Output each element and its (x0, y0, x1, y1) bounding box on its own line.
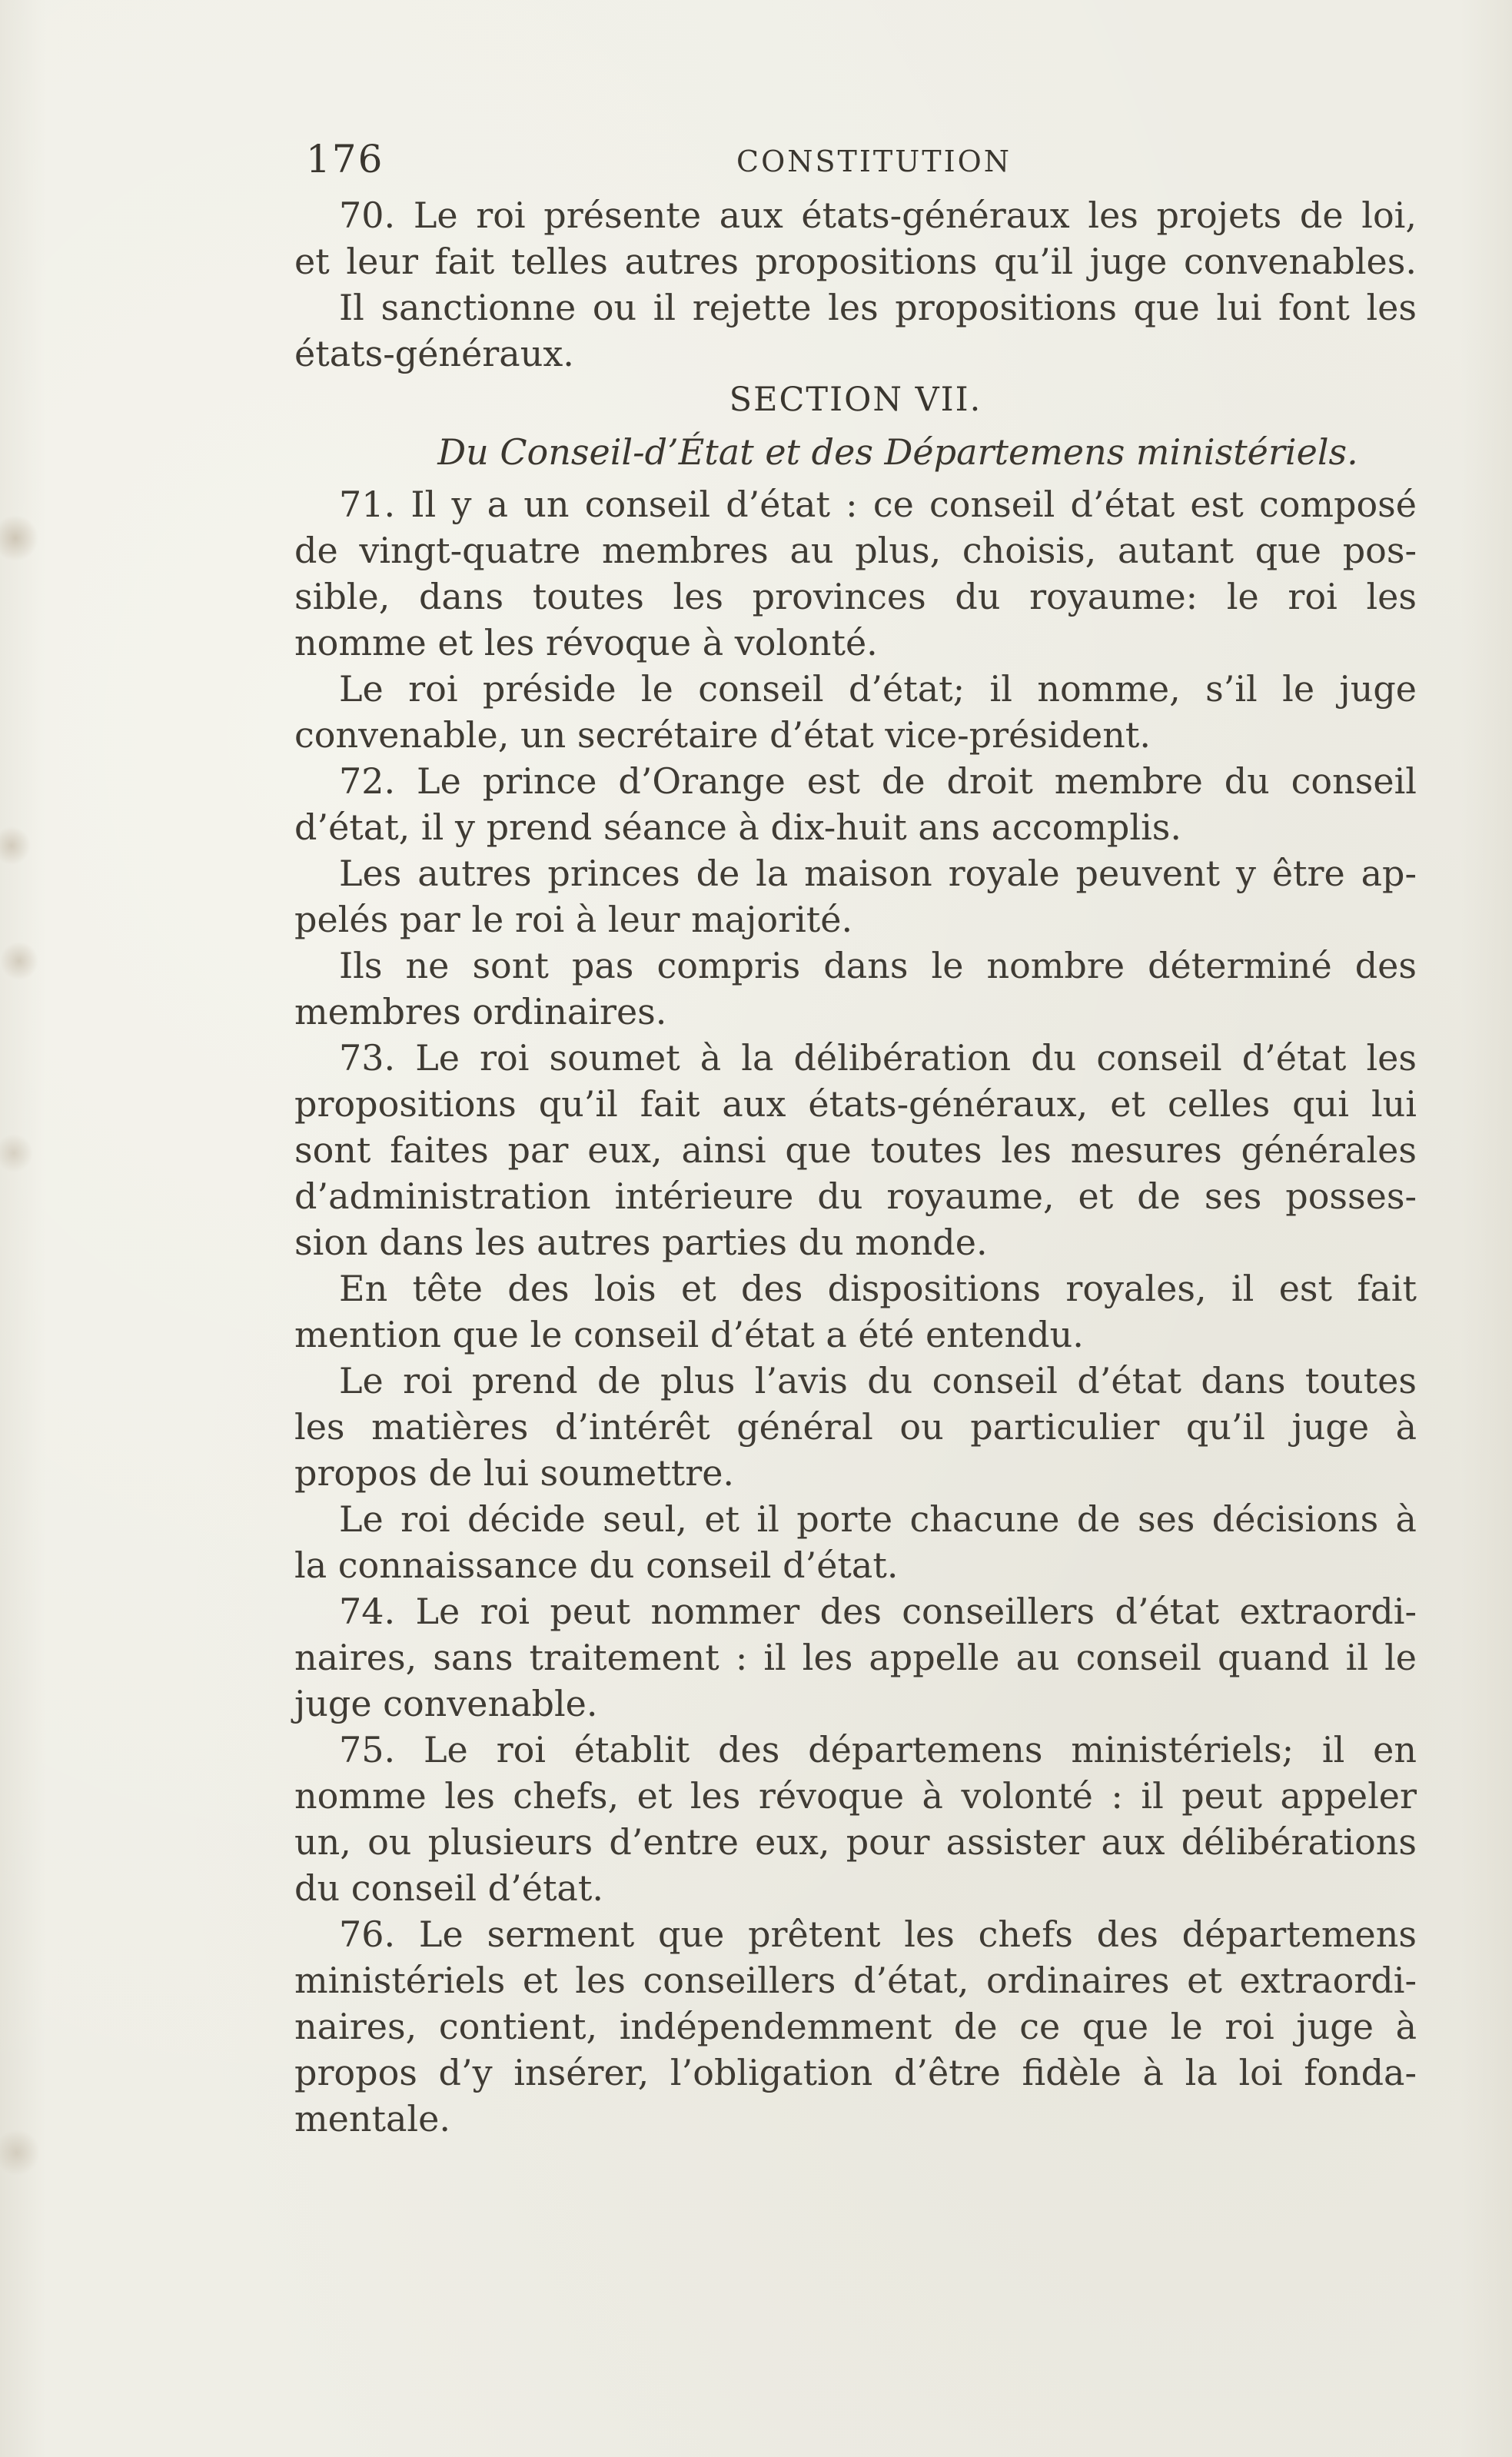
text-line: convenable, un secrétaire d’état vice-président. (294, 714, 1151, 756)
text-line: un, ou plusieurs d’entre eux, pour assister aux délibérations (294, 1821, 1417, 1863)
text-line-art72: 72. Le prince d’Orange est de droit membre du conseil (339, 760, 1417, 802)
text-line: naires, contient, indépendemment de ce que le roi juge à (294, 2006, 1417, 2047)
text-line: d’administration intérieure du royaume, et de ses posses- (294, 1175, 1417, 1217)
text-line: ministériels et les conseillers d’état, ordinaires et extraordi- (294, 1960, 1417, 2001)
text-line: membres ordinaires. (294, 991, 667, 1032)
page-header (306, 137, 1413, 191)
text-line: propos d’y insérer, l’obligation d’être fidèle à la loi fonda- (294, 2052, 1417, 2093)
text-line-art70-1: 70. Le roi présente aux états-généraux les projets de loi, (339, 194, 1417, 236)
text-line: du conseil d’état. (294, 1867, 603, 1909)
text-line: En tête des lois et des dispositions royales, il est fait (339, 1268, 1417, 1309)
text-line: la connaissance du conseil d’état. (294, 1544, 899, 1586)
text-line: Ils ne sont pas compris dans le nombre déterminé des (339, 945, 1417, 986)
text-line: sont faites par eux, ainsi que toutes les mesures générales (294, 1129, 1417, 1171)
text-line: propositions qu’il fait aux états-généraux, et celles qui lui (294, 1083, 1417, 1125)
text-line: Le roi décide seul, et il porte chacune de ses décisions à (339, 1498, 1417, 1540)
text-line: Le roi préside le conseil d’état; il nomme, s’il le juge (339, 668, 1417, 710)
text-line: états-généraux. (294, 333, 574, 374)
text-line: Il sanctionne ou il rejette les propositions que lui font les (339, 287, 1417, 328)
text-line: Le roi prend de plus l’avis du conseil d’état dans toutes (339, 1360, 1417, 1401)
text-line: pelés par le roi à leur majorité. (294, 899, 853, 940)
text-line: naires, sans traitement : il les appelle au conseil quand il le (294, 1637, 1417, 1678)
text-line: mentale. (294, 2098, 450, 2139)
text-line-art71: 71. Il y a un conseil d’état : ce conseil d’état est composé (339, 484, 1417, 525)
text-line: d’état, il y prend séance à dix-huit ans accomplis. (294, 806, 1182, 848)
text-line-art73: 73. Le roi soumet à la délibération du conseil d’état les (339, 1037, 1417, 1079)
text-line: et leur fait telles autres propositions qu’il juge convenables. (294, 241, 1417, 282)
text-line: nomme les chefs, et les révoque à volonté : il peut appeler (294, 1775, 1417, 1817)
paper-edge-stains (0, 0, 46, 2457)
body-text (294, 192, 1417, 2142)
text-line: propos de lui soumettre. (294, 1452, 735, 1494)
text-line: Les autres princes de la maison royale peuvent y être ap- (339, 853, 1417, 894)
page-number: 176 (306, 137, 384, 181)
text-line: juge convenable. (294, 1683, 598, 1724)
text-line: mention que le conseil d’état a été entendu. (294, 1314, 1084, 1355)
text-line: nomme et les révoque à volonté. (294, 622, 878, 663)
text-line-art74: 74. Le roi peut nommer des conseillers d’état extraordi- (339, 1591, 1417, 1632)
running-head: CONSTITUTION (736, 145, 1012, 178)
text-line: sible, dans toutes les provinces du royaume: le roi les (294, 576, 1417, 617)
text-line-art76: 76. Le serment que prêtent les chefs des départemens (339, 1913, 1417, 1955)
section-subtitle: Du Conseil-d’État et des Départemens ministériels. (437, 431, 1358, 473)
section-heading: SECTION VII. (729, 381, 982, 419)
text-line-art75: 75. Le roi établit des départemens ministériels; il en (339, 1729, 1417, 1770)
text-line: de vingt-quatre membres au plus, choisis, autant que pos- (294, 530, 1417, 571)
text-line: les matières d’intérêt général ou particulier qu’il juge à (294, 1406, 1417, 1448)
text-line: sion dans les autres parties du monde. (294, 1222, 988, 1263)
